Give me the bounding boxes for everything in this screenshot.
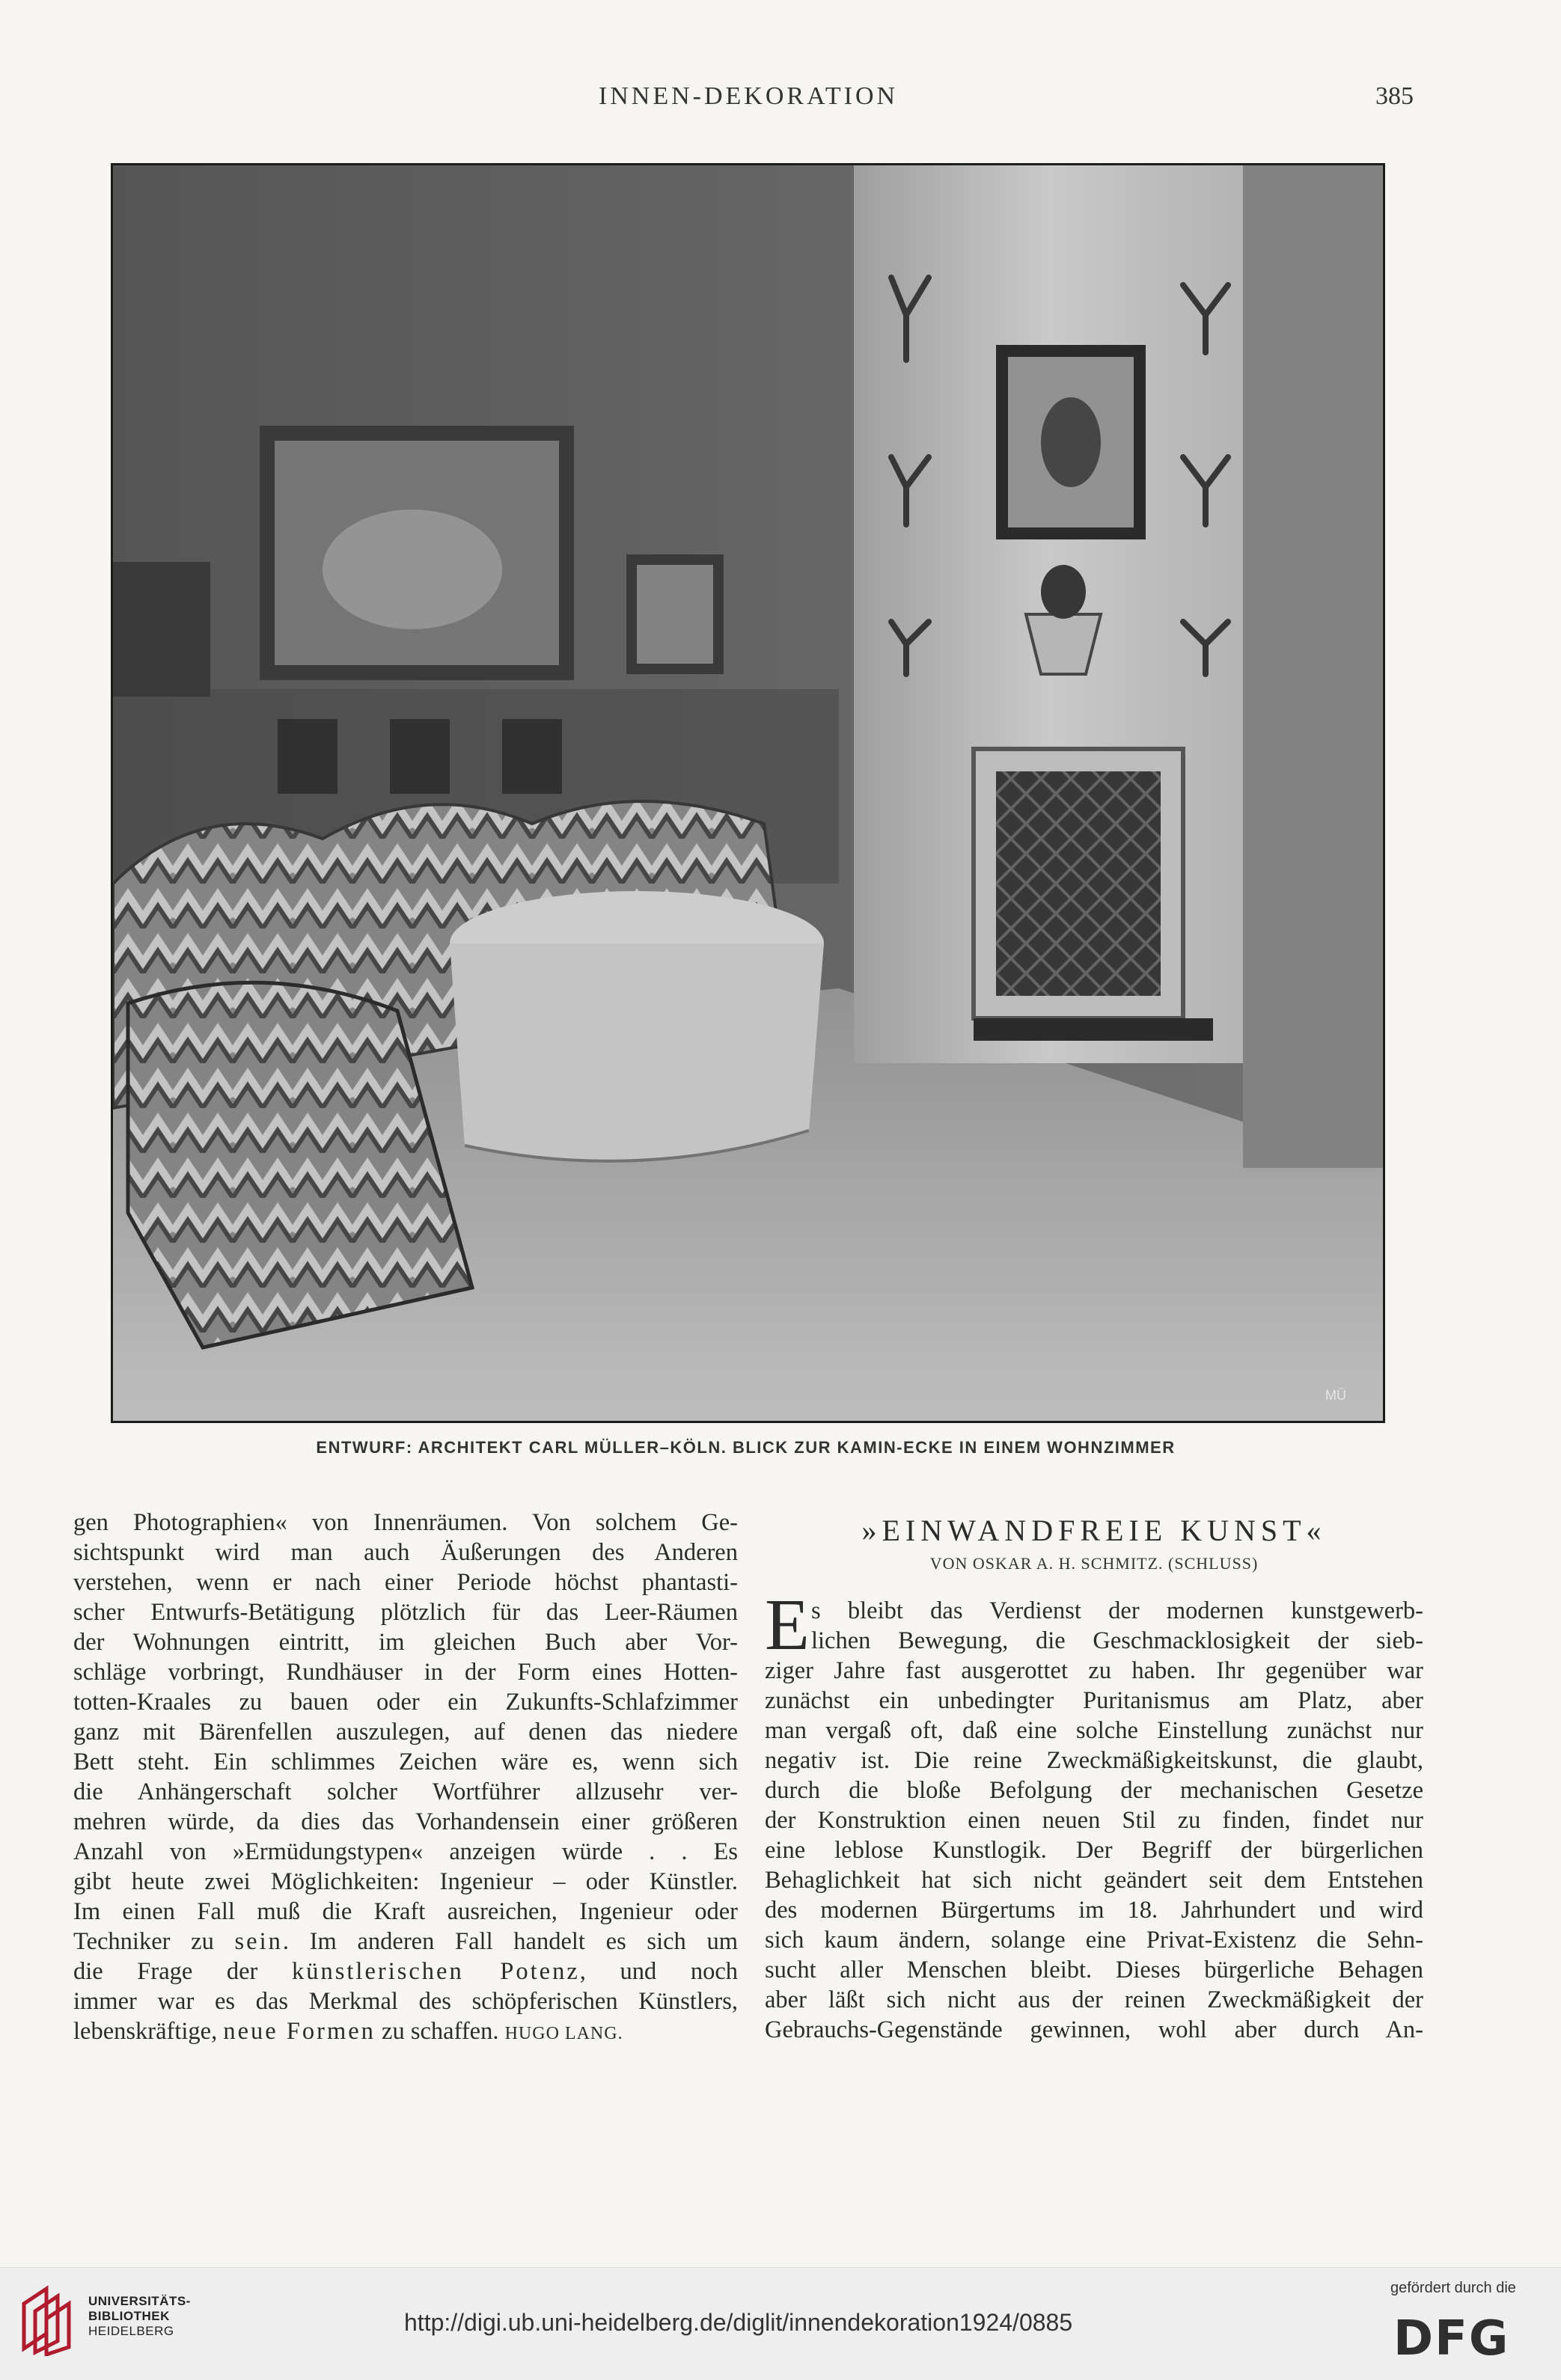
text-line: Bett steht. Ein schlimmes Zeichen wäre es, wenn sich	[73, 1749, 738, 1775]
text-line: lichen Bewegung, die Geschmacklosigkeit der sieb-	[811, 1627, 1423, 1654]
text-line: der Konstruktion einen neuen Stil zu finden, findet nur	[765, 1807, 1423, 1834]
text-line: immer war es das Merkmal des schöpferischen Künstlers,	[73, 1988, 738, 2015]
text-line: durch die bloße Befolgung der mechanischen Gesetze	[765, 1777, 1423, 1804]
text-line: schläge vorbringt, Rundhäuser in der Form eines Hotten-	[73, 1659, 738, 1686]
artist-signature: MÜ	[1325, 1388, 1346, 1403]
text-line: der Wohnungen eintritt, im gleichen Buch aber Vor-	[73, 1629, 738, 1656]
left-column	[73, 1508, 738, 2046]
text-line: zunächst ein unbedingter Puritanismus am Platz, aber	[765, 1687, 1423, 1714]
text-line: Behaglichkeit hat sich nicht geändert seit dem Entstehen	[765, 1867, 1423, 1894]
text-line: des modernen Bürgertums im 18. Jahrhundert und wird	[765, 1897, 1423, 1924]
dfg-logo: DFG	[1393, 2311, 1510, 2367]
text-line: totten-Kraales zu bauen oder ein Zukunfts-Schlafzimmer	[73, 1689, 738, 1716]
text-line: scher Entwurfs-Betätigung plötzlich für das Leer-Räumen	[73, 1599, 738, 1626]
text-line: Techniker zu sein. Im anderen Fall handelt es sich um	[73, 1928, 738, 1955]
funder-label: gefördert durch die	[1390, 2280, 1516, 2296]
viewer-footer	[0, 2267, 1561, 2380]
text-line: ganz mit Bärenfellen auszulegen, auf denen das niedere	[73, 1719, 738, 1746]
running-title: INNEN-DEKORATION	[598, 82, 899, 110]
right-column	[765, 1596, 1423, 2045]
university-library-logo-icon	[16, 2281, 76, 2356]
drop-cap: E	[765, 1585, 810, 1665]
page-number: 385	[1375, 82, 1414, 110]
text-line: eine leblose Kunstlogik. Der Begriff der bürgerlichen	[765, 1837, 1423, 1864]
text-line: Anzahl von »Ermüdungstypen« anzeigen würde . . Es	[73, 1838, 738, 1865]
text-line: verstehen, wenn er nach einer Periode höchst phantasti-	[73, 1569, 738, 1596]
text-line: ziger Jahre fast ausgerottet zu haben. Ihr gegenüber war	[765, 1657, 1423, 1684]
article-byline: VON OSKAR A. H. SCHMITZ. (SCHLUSS)	[929, 1554, 1259, 1573]
text-line: gibt heute zwei Möglichkeiten: Ingenieur – oder Künstler.	[73, 1868, 738, 1895]
spaced-emphasis: künstlerischen Potenz	[291, 1958, 580, 1985]
article-title: »EINWANDFREIE KUNST«	[861, 1514, 1327, 1547]
spaced-emphasis: sein	[234, 1928, 283, 1955]
text-line: sucht aller Menschen bleibt. Dieses bürgerliche Behagen	[765, 1957, 1423, 1983]
text-line: man vergaß oft, daß eine solche Einstellung zunächst nur	[765, 1717, 1423, 1744]
text-line: Gebrauchs-Gegenstände gewinnen, wohl aber durch An-	[765, 2016, 1423, 2043]
library-name: UNIVERSITÄTS- BIBLIOTHEK HEIDELBERG	[88, 2294, 191, 2338]
text-line: sich kaum ändern, solange eine Privat-Existenz die Sehn-	[765, 1927, 1423, 1954]
text-line: aber läßt sich nicht aus der reinen Zweckmäßigkeit der	[765, 1986, 1423, 2013]
spaced-emphasis: neue Formen	[223, 2018, 376, 2045]
text-line: Im einen Fall muß die Kraft ausreichen, Ingenieur oder	[73, 1898, 738, 1925]
text-line: sichtspunkt wird man auch Äußerungen des Anderen	[73, 1539, 738, 1566]
figure-caption: ENTWURF: ARCHITEKT CARL MÜLLER–KÖLN. BLICK ZUR KAMIN-ECKE IN EINEM WOHNZIMMER	[316, 1438, 1176, 1457]
text-line: die Anhängerschaft solcher Wortführer allzusehr ver-	[73, 1778, 738, 1805]
text-line: gen Photographien« von Innenräumen. Von solchem Ge-	[73, 1509, 738, 1536]
text-line: mehren würde, da dies das Vorhandensein einer größeren	[73, 1808, 738, 1835]
text-line: s bleibt das Verdienst der modernen kunstgewerb-	[811, 1597, 1423, 1624]
permalink-url[interactable]: http://digi.ub.uni-heidelberg.de/diglit/innendekoration1924/0885	[404, 2309, 1073, 2336]
interior-illustration	[111, 163, 1385, 1423]
text-line: lebenskräftige, neue Formen zu schaffen. HUGO LANG.	[73, 2018, 623, 2045]
text-line: negativ ist. Die reine Zweckmäßigkeitskunst, die glaubt,	[765, 1747, 1423, 1774]
author-signature: HUGO LANG.	[504, 2024, 623, 2043]
text-line: die Frage der künstlerischen Potenz, und noch	[73, 1958, 738, 1985]
